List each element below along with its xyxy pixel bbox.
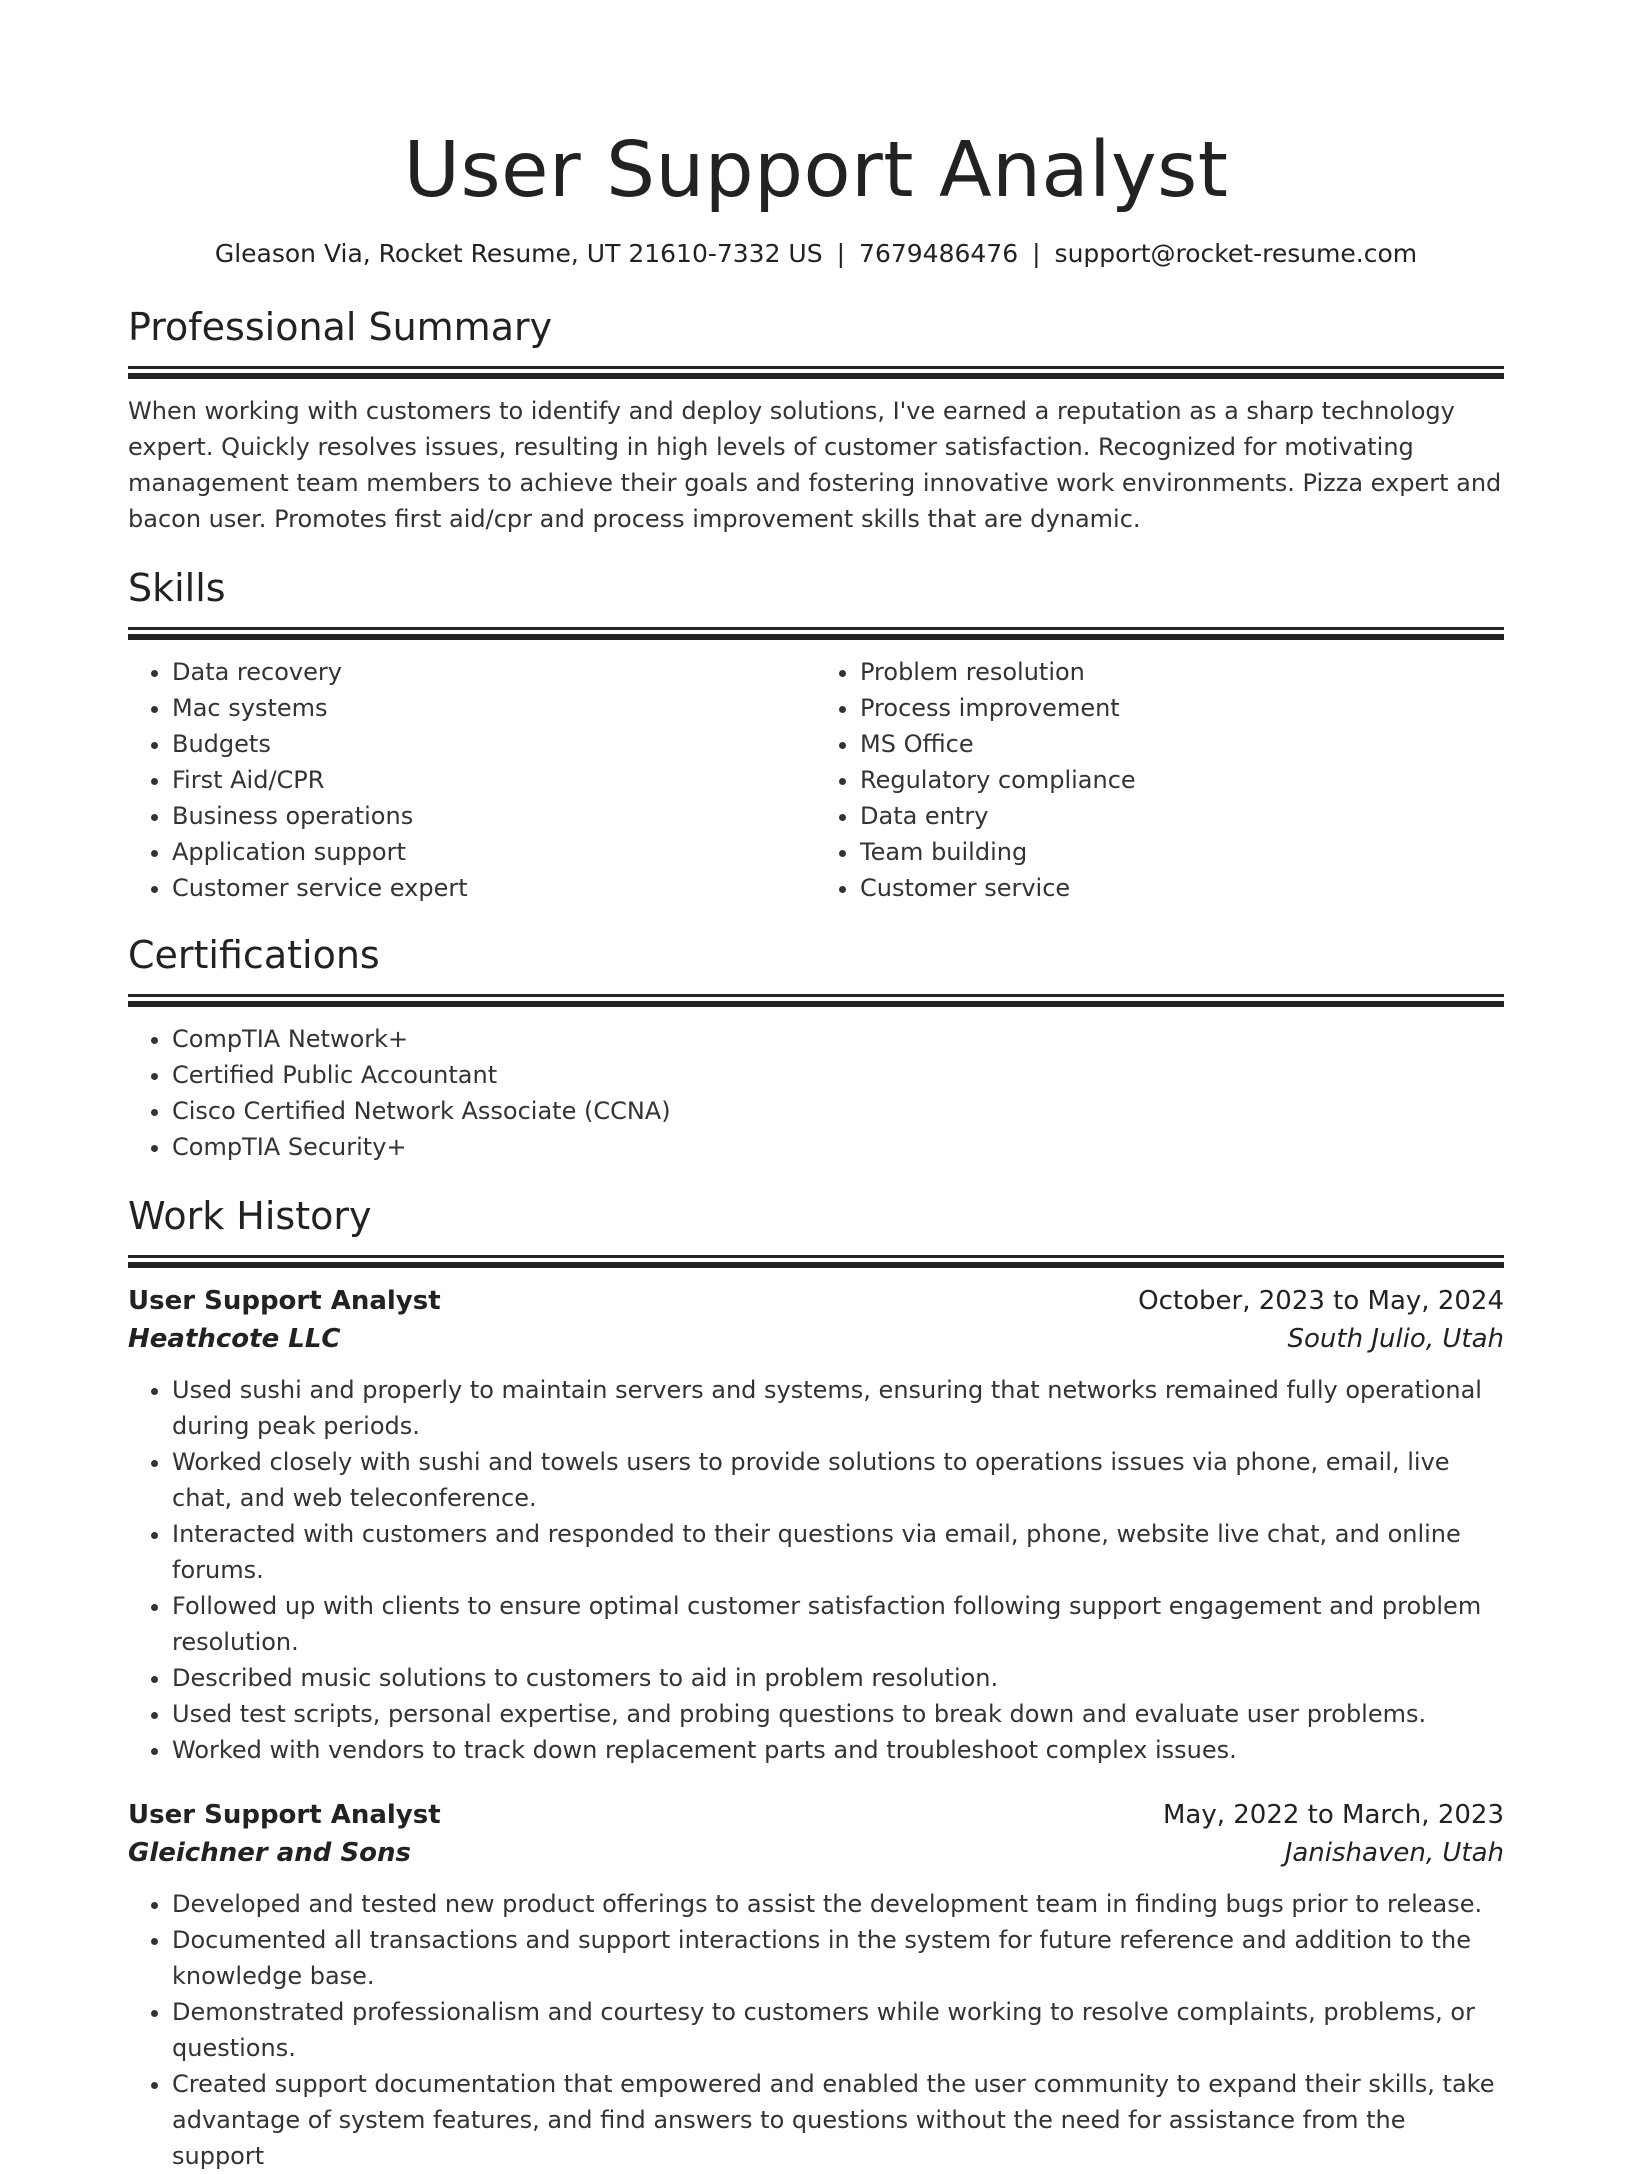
job-entry xyxy=(128,1282,1504,1768)
skill-item: • Process improvement xyxy=(860,690,1504,726)
job-bullet: • Used test scripts, personal expertise, and probing questions to break down and evaluate user problems. xyxy=(172,1696,1504,1732)
skill-item: • Application support xyxy=(172,834,816,870)
skill-item: • Regulatory compliance xyxy=(860,762,1504,798)
skill-item: • Business operations xyxy=(172,798,816,834)
certification-item: • Certified Public Accountant xyxy=(172,1057,1504,1093)
job-bullet: • Described music solutions to customers to aid in problem resolution. xyxy=(172,1660,1504,1696)
certification-item: • Cisco Certified Network Associate (CCNA) xyxy=(172,1093,1504,1129)
section-divider-thin xyxy=(128,627,1504,630)
skill-item: • Team building xyxy=(860,834,1504,870)
job-title: User Support Analyst xyxy=(128,1286,441,1316)
skills-columns xyxy=(128,654,1504,906)
section-heading-skills: Skills xyxy=(128,566,226,610)
section-divider-thin xyxy=(128,366,1504,369)
job-bullet: • Created support documentation that empowered and enabled the user community to expand their skills, take advantage of system features, and find answers to questions without the need for assistance from the support xyxy=(172,2066,1504,2174)
skill-item: • Mac systems xyxy=(172,690,816,726)
skill-item: • Budgets xyxy=(172,726,816,762)
job-company: Heathcote LLC xyxy=(128,1324,341,1354)
job-company-row xyxy=(128,1320,1504,1358)
job-bullet: • Worked closely with sushi and towels users to provide solutions to operations issues via phone, email, live chat, and web teleconference. xyxy=(172,1444,1504,1516)
section-divider-thick xyxy=(128,634,1504,640)
job-bullet: • Documented all transactions and support interactions in the system for future reference and addition to the knowledge base. xyxy=(172,1922,1504,1994)
phone-text: 7679486476 xyxy=(859,239,1019,268)
summary-section xyxy=(128,302,1504,537)
job-bullet: • Worked with vendors to track down replacement parts and troubleshoot complex issues. xyxy=(172,1732,1504,1768)
section-divider-thick xyxy=(128,373,1504,379)
job-title: User Support Analyst xyxy=(128,1800,441,1830)
section-heading-work-history: Work History xyxy=(128,1194,372,1238)
job-location: Janishaven, Utah xyxy=(1284,1838,1504,1868)
skills-section xyxy=(128,563,1504,906)
job-bullets xyxy=(128,1886,1504,2174)
skill-item: • Problem resolution xyxy=(860,654,1504,690)
skill-item: • Data entry xyxy=(860,798,1504,834)
section-heading-certifications: Certifications xyxy=(128,933,380,977)
section-divider-thick xyxy=(128,1001,1504,1007)
job-entry xyxy=(128,1796,1504,2174)
job-bullet: • Followed up with clients to ensure optimal customer satisfaction following support engagement and problem resolution. xyxy=(172,1588,1504,1660)
skill-item: • Customer service xyxy=(860,870,1504,906)
skill-item: • MS Office xyxy=(860,726,1504,762)
section-divider-thin xyxy=(128,1255,1504,1258)
contact-separator: | xyxy=(1032,239,1041,268)
page-title: User Support Analyst xyxy=(403,126,1229,215)
contact-line xyxy=(128,238,1504,270)
resume-page xyxy=(128,0,1504,2174)
job-bullet: • Developed and tested new product offerings to assist the development team in finding bugs prior to release. xyxy=(172,1886,1504,1922)
job-header-row xyxy=(128,1282,1504,1320)
contact-separator: | xyxy=(836,239,846,268)
job-location: South Julio, Utah xyxy=(1287,1324,1504,1354)
work-history-section xyxy=(128,1191,1504,2174)
skills-list-left xyxy=(128,654,816,906)
job-bullet: • Demonstrated professionalism and courtesy to customers while working to resolve complaints, problems, or questions. xyxy=(172,1994,1504,2066)
address-text: Gleason Via, Rocket Resume, UT 21610-7332 US xyxy=(214,239,823,268)
skill-item: • First Aid/CPR xyxy=(172,762,816,798)
section-divider-thick xyxy=(128,1262,1504,1268)
section-divider-thin xyxy=(128,994,1504,997)
job-bullets xyxy=(128,1372,1504,1768)
email-text: support@rocket-resume.com xyxy=(1054,239,1418,268)
job-bullet: • Interacted with customers and responded to their questions via email, phone, website live chat, and online forums. xyxy=(172,1516,1504,1588)
certifications-section xyxy=(128,930,1504,1165)
skill-item: • Data recovery xyxy=(172,654,816,690)
skill-item: • Customer service expert xyxy=(172,870,816,906)
job-bullet: • Used sushi and properly to maintain servers and systems, ensuring that networks remained fully operational during peak periods. xyxy=(172,1372,1504,1444)
job-dates: October, 2023 to May, 2024 xyxy=(1138,1286,1504,1316)
skills-list-right xyxy=(816,654,1504,906)
section-heading-summary: Professional Summary xyxy=(128,305,553,349)
summary-text: When working with customers to identify and deploy solutions, I've earned a reputation as a sharp technology expert. Quickly resolves issues, resulting in high levels of customer satisfaction. Recognized for motivating management team members to achieve their goals and fostering innovative work environments. Pizza expert and bacon user. Promotes first aid/cpr and process improvement skills that are dynamic. xyxy=(128,397,1502,533)
certification-item: • CompTIA Security+ xyxy=(172,1129,1504,1165)
job-company-row xyxy=(128,1834,1504,1872)
job-header-row xyxy=(128,1796,1504,1834)
job-company: Gleichner and Sons xyxy=(128,1838,412,1868)
certification-item: • CompTIA Network+ xyxy=(172,1021,1504,1057)
certifications-list xyxy=(128,1021,1504,1165)
job-dates: May, 2022 to March, 2023 xyxy=(1162,1800,1504,1830)
